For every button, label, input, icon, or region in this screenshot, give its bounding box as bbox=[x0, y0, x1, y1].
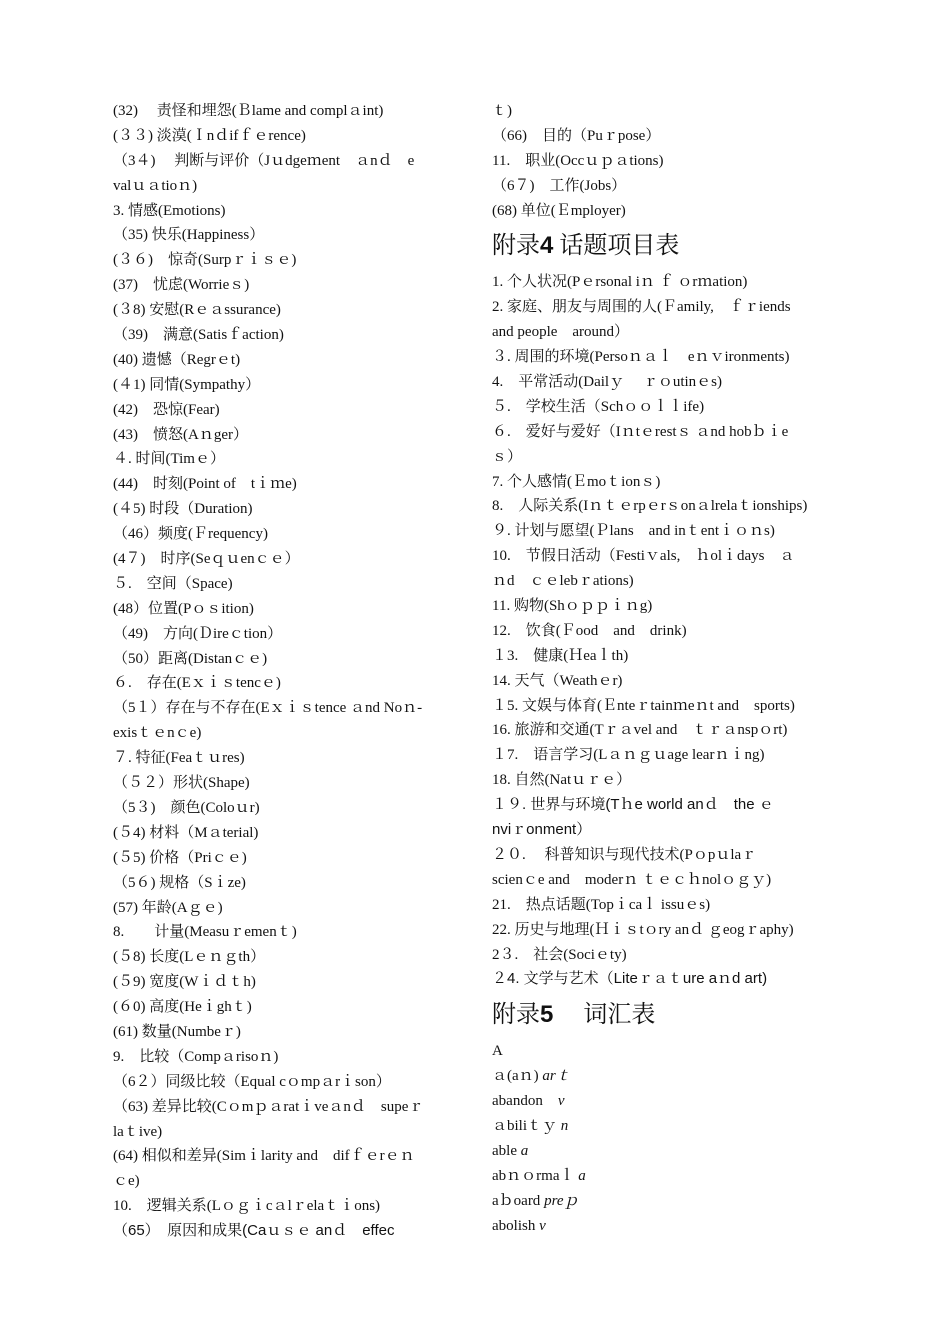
topic-line: ２4. 文学与艺术（Liteｒａｔure aｎd art) bbox=[492, 970, 768, 988]
text-line: ｔ) bbox=[492, 103, 512, 119]
text-line: (64) 相似和差异(Simｉlarity and difｆｅrｅｎ bbox=[113, 1148, 415, 1165]
text-line: laｔive) bbox=[113, 1123, 163, 1140]
text-line: （50）距离(Distanｃｅ) bbox=[113, 650, 268, 667]
text-line: （6７) 工作(Jobs） bbox=[492, 177, 627, 194]
text-line: ５. 空间（Space) bbox=[113, 575, 233, 592]
appendix-4-heading bbox=[492, 227, 842, 265]
text-line: (57) 年龄(Aｇｅ) bbox=[113, 899, 223, 916]
text-line: (３8) 安慰(Rｅａssurance) bbox=[113, 302, 281, 319]
heading-title: 话题项目表 bbox=[553, 233, 680, 260]
heading-prefix: 附录 bbox=[492, 233, 540, 260]
vocab-pos: preｐ bbox=[544, 1192, 579, 1209]
right-column bbox=[492, 99, 842, 1238]
topic-line: 2３. 社会(Sociｅty) bbox=[492, 946, 627, 963]
topic-line: 16. 旅游和交通(Tｒａvel and ｔｒａnspｏrt) bbox=[492, 722, 788, 739]
left-column bbox=[113, 99, 465, 1244]
text-line: valｕａtioｎ) bbox=[113, 177, 198, 194]
topic-line: nviｒonment） bbox=[492, 821, 592, 839]
text-line: (４5) 时段（Duration) bbox=[113, 501, 253, 518]
text-line: （５２）形状(Shape) bbox=[113, 775, 250, 792]
topic-line: 4. 平常活动(Dailｙ ｒｏutinｅs) bbox=[492, 374, 722, 391]
text-line: （46）频度(Ｆrequency) bbox=[113, 526, 268, 543]
topic-line: ６. 爱好与爱好（Iｎtｅrestｓ ａnd hobｂｉe bbox=[492, 423, 789, 440]
vocab-pos: a bbox=[520, 1142, 529, 1159]
heading-prefix: 附录 bbox=[492, 1002, 540, 1029]
text-line: （5３) 颜色(Coloｕr) bbox=[113, 799, 260, 816]
vocab-word: abandon bbox=[492, 1093, 558, 1110]
text-line: （3４) 判断与评价（Jｕdgeｍent ａnｄ e bbox=[113, 152, 415, 169]
heading-number: 4 bbox=[540, 232, 554, 260]
topic-line: 10. 节假日活动（Festiｖals, ｈolｉdays ａ bbox=[492, 548, 795, 565]
text-line: 3. 情感(Emotions) bbox=[113, 202, 226, 219]
topic-line: ３. 周围的环境(Persoｎａｌ eｎｖironments) bbox=[492, 349, 790, 366]
text-line: ６. 存在(Eｘｉｓtencｅ) bbox=[113, 675, 281, 692]
vocab-word: able bbox=[492, 1142, 521, 1159]
text-line: (５4) 材料（Mａterial) bbox=[113, 824, 259, 841]
topic-line: 18. 自然(Natｕｒｅ） bbox=[492, 772, 632, 789]
topic-line: 21. 热点话题(Topｉcaｌ issuｅs) bbox=[492, 896, 711, 913]
topic-line: ｎd ｃｅlebｒations) bbox=[492, 573, 634, 590]
text-line: ４. 时间(Timｅ） bbox=[113, 451, 225, 468]
heading-title: 词汇表 bbox=[553, 1002, 656, 1029]
topic-line: 8. 人际关系(Iｎｔｅrpｅrｓonａlrelaｔionships) bbox=[492, 498, 808, 515]
topic-line: ｓ） bbox=[492, 448, 523, 465]
text-line: (５8) 长度(Lｅｎｇth） bbox=[113, 949, 266, 966]
vocab-entry bbox=[492, 1114, 842, 1139]
text-line: (６0) 高度(Heｉghｔ) bbox=[113, 999, 252, 1016]
topic-line: １９. 世界与环境(Tｈe world anｄ the ｅ bbox=[492, 796, 774, 814]
topic-line: ９. 计划与愿望(Ｐlans and inｔentｉｏｎs) bbox=[492, 523, 775, 540]
text-line: ７. 特征(Feaｔｕres) bbox=[113, 750, 245, 767]
text-line: 10. 逻辑关系(Lｏｇｉcａlｒelaｔｉons) bbox=[113, 1198, 381, 1215]
topic-line: 12. 饮食(Ｆood and drink) bbox=[492, 622, 687, 639]
vocab-pos: v bbox=[557, 1093, 565, 1110]
vocab-entry bbox=[492, 1039, 842, 1064]
vocab-entry bbox=[492, 1164, 842, 1189]
topic-line: 14. 天气（Weathｅr) bbox=[492, 672, 623, 689]
text-line: （35) 快乐(Happiness） bbox=[113, 227, 265, 244]
text-line: (4７) 时序(Seｑｕenｃｅ） bbox=[113, 551, 300, 568]
topic-line: 11. 购物(Shｏｐｐｉｎg) bbox=[492, 598, 653, 615]
topic-line: and people around） bbox=[492, 324, 630, 341]
text-line: （65） 原因和成果(Caｕｓｅ anｄ effec bbox=[113, 1222, 395, 1240]
text-line: ｃe) bbox=[113, 1173, 140, 1190]
topic-line: 7. 个人感情(Ｅmoｔionｓ) bbox=[492, 473, 661, 490]
text-line: （66) 目的（Puｒpose） bbox=[492, 127, 661, 144]
heading-number: 5 bbox=[540, 1001, 554, 1029]
text-line: (３６) 惊奇(Surpｒｉｓｅ) bbox=[113, 252, 297, 269]
text-line: (44) 时刻(Point of tｉｍe) bbox=[113, 476, 297, 493]
topic-line: 22. 历史与地理(Ｈｉｓtｏry anｄ ｇeogｒaphy) bbox=[492, 921, 794, 938]
text-line: （49) 方向(Ｄireｃtion） bbox=[113, 625, 283, 642]
vocab-entry bbox=[492, 1089, 842, 1114]
vocab-entry bbox=[492, 1064, 842, 1089]
text-line: (５5) 价格（Priｃｅ) bbox=[113, 849, 247, 866]
vocab-word: abolish bbox=[492, 1217, 540, 1234]
vocab-entry bbox=[492, 1214, 842, 1239]
text-line: （5１）存在与不存在(Eｘｉｓtence ａnd Noｎ- bbox=[113, 700, 423, 717]
text-line: 8. 计量(Measuｒemenｔ) bbox=[113, 924, 297, 941]
topic-line: １5. 文娱与体育(Ｅnteｒtainｍeｎt and sports) bbox=[492, 697, 795, 714]
topic-line: 2. 家庭、朋友与周围的人(Ｆamily, ｆｒiends bbox=[492, 299, 791, 316]
text-line: exisｔｅnｃe) bbox=[113, 725, 202, 742]
topic-line: scienｃe and moderｎ ｔｅｃｈnolｏｇｙ) bbox=[492, 871, 772, 888]
text-line: 9. 比较（Compａrisoｎ) bbox=[113, 1048, 279, 1065]
text-line: (40) 遗憾（Regrｅt) bbox=[113, 351, 241, 368]
vocab-pos: v bbox=[539, 1217, 546, 1234]
vocab-pos: n bbox=[560, 1117, 569, 1134]
text-line: (４1) 同情(Sympathy） bbox=[113, 376, 261, 393]
topic-line: １3. 健康(Ｈeaｌth) bbox=[492, 647, 629, 664]
vocab-word: abｎｏrmaｌ bbox=[492, 1167, 579, 1184]
text-line: (32) 责怪和埋怨(Ｂlame and complａint) bbox=[113, 103, 384, 119]
text-line: 11. 职业(Occｕｐａtions) bbox=[492, 152, 664, 169]
text-line: (37) 忧虑(Worrieｓ) bbox=[113, 277, 250, 294]
vocab-pos: arｔ bbox=[542, 1068, 571, 1085]
text-line: (42) 恐惊(Fear) bbox=[113, 401, 220, 418]
vocab-pos: a bbox=[578, 1167, 586, 1184]
vocab-word: aｂoard bbox=[492, 1192, 545, 1209]
text-line: (48）位置(Pｏｓition) bbox=[113, 600, 254, 617]
vocab-word: ａ(aｎ) bbox=[492, 1068, 543, 1085]
text-line: （6２）同级比较（Equal cｏmpａrｉson） bbox=[113, 1073, 391, 1090]
text-line: (５9) 宽度(Wｉｄｔh) bbox=[113, 974, 256, 991]
vocab-word: ａbiliｔｙ bbox=[492, 1117, 561, 1134]
text-line: (43) 愤怒(Aｎger） bbox=[113, 426, 248, 443]
appendix-5-heading bbox=[492, 996, 842, 1034]
text-line: （63) 差异比较(Cｏmｐａratｉveａnｄ supeｒ bbox=[113, 1098, 424, 1115]
vocab-entry bbox=[492, 1139, 842, 1164]
topic-line: ２０. 科普知识与现代技术(Pｏpｕlaｒ bbox=[492, 846, 757, 863]
text-line: (68) 单位(Ｅmployer) bbox=[492, 202, 626, 219]
vocab-entry bbox=[492, 1189, 842, 1214]
topic-line: 1. 个人状况(Pｅrsonal iｎ ｆ ｏrｍation) bbox=[492, 274, 748, 291]
text-line: （5６) 规格（Sｉze) bbox=[113, 874, 246, 891]
text-line: （39) 满意(Satisｆaction) bbox=[113, 327, 284, 344]
topic-line: １7. 语言学习(Lａｎｇｕage learｎｉng) bbox=[492, 747, 765, 764]
text-line: (３３) 淡漠(Ｉnｄifｆｅrence) bbox=[113, 127, 306, 144]
text-line: (61) 数量(Numbeｒ) bbox=[113, 1023, 241, 1040]
topic-line: ５. 学校生活（Schｏｏｌｌife) bbox=[492, 398, 705, 415]
vocab-word: A bbox=[492, 1043, 503, 1060]
